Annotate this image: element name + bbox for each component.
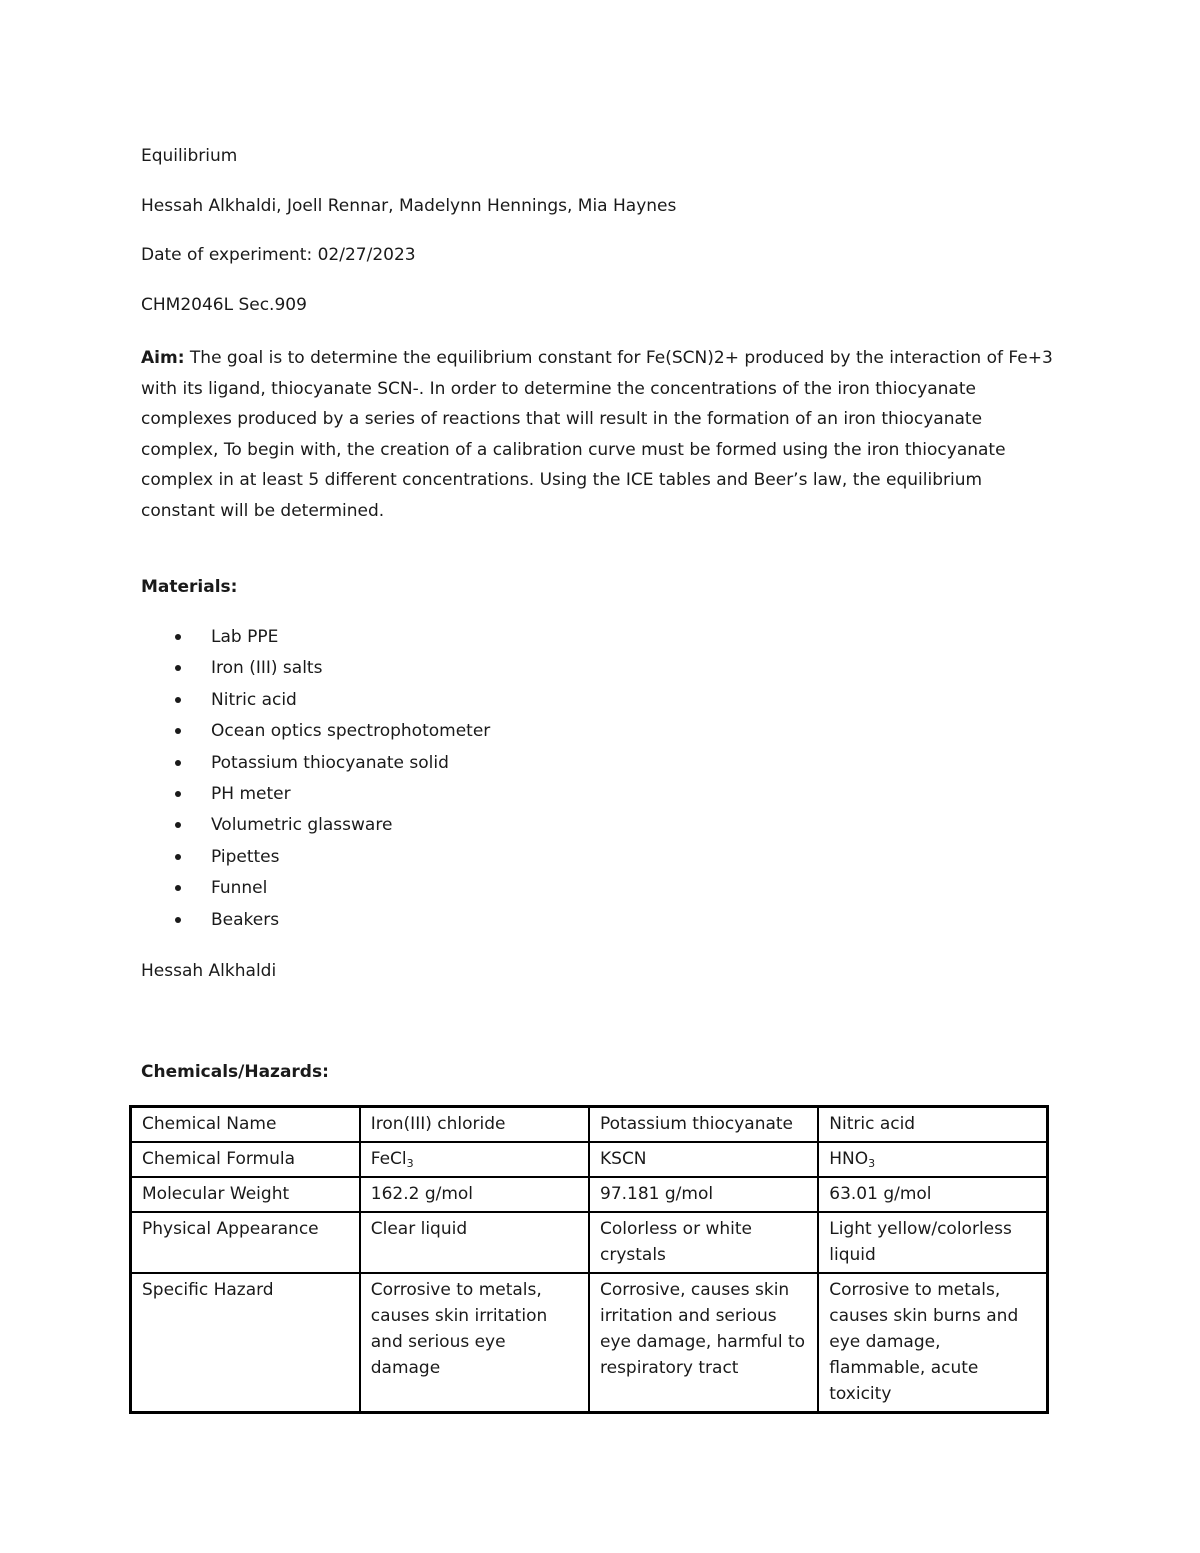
bullet-icon [175,854,181,860]
document-title: Equilibrium [141,146,238,166]
bullet-icon [175,728,181,734]
bullet-icon [175,634,181,640]
bullet-icon [175,665,181,671]
table-cell: $HNO_3$ [818,1142,1047,1177]
table-cell: Nitric acid [818,1107,1047,1143]
table-cell: Iron(III) chloride [360,1107,589,1143]
table-cell: Chemical Name [131,1107,360,1143]
list-item: Pipettes [141,846,490,877]
list-item: Nitric acid [141,689,490,720]
table-row [131,1177,1048,1212]
table-cell: 162.2 g/mol [360,1177,589,1212]
aim-text: The goal is to determine the equilibrium constant for Fe(SCN)2+ produced by the interaction of Fe+3 with its ligand, thiocyanate SCN-. In order to determine the concentrations of the iron thiocyanate complexes produced by a series of reactions that will result in the formation of an iron thiocyanate complex, To begin with, the creation of a calibration curve must be formed using the iron thiocyanate complex in at least 5 different concentrations. Using the ICE tables and Beer’s law, the equilibrium constant will be determined. [141,348,1053,521]
materials-list [141,626,490,940]
authors-line: Hessah Alkhaldi, Joell Rennar, Madelynn Hennings, Mia Haynes [141,196,677,216]
table-row [131,1107,1048,1143]
course-section: CHM2046L Sec.909 [141,295,307,315]
list-item: Beakers [141,909,490,940]
table-cell: Corrosive to metals, causes skin burns and eye damage, flammable, acute toxicity [818,1273,1047,1413]
table-cell: Clear liquid [360,1212,589,1273]
table-row [131,1273,1048,1413]
list-item: Volumetric glassware [141,814,490,845]
table-cell: 63.01 g/mol [818,1177,1047,1212]
table-cell: FeCl$_3$ [360,1142,589,1177]
bullet-icon [175,791,181,797]
bullet-icon [175,917,181,923]
table-cell: Potassium thiocyanate [589,1107,818,1143]
bullet-icon [175,697,181,703]
bullet-icon [175,885,181,891]
bullet-icon [175,822,181,828]
list-item: Funnel [141,877,490,908]
table-cell: Molecular Weight [131,1177,360,1212]
materials-heading: Materials: [141,577,238,597]
table-cell: Physical Appearance [131,1212,360,1273]
experiment-date: Date of experiment: 02/27/2023 [141,245,416,265]
table-row [131,1212,1048,1273]
table-cell: Light yellow/colorless liquid [818,1212,1047,1273]
aim-label: Aim: [141,348,185,368]
table-cell: Corrosive, causes skin irritation and serious eye damage, harmful to respiratory tract [589,1273,818,1413]
list-item: Lab PPE [141,626,490,657]
table-cell: Chemical Formula [131,1142,360,1177]
bullet-icon [175,760,181,766]
list-item: Iron (III) salts [141,657,490,688]
table-cell: KSCN [589,1142,818,1177]
materials-author: Hessah Alkhaldi [141,961,277,981]
hazards-table [129,1105,1049,1414]
table-cell: Specific Hazard [131,1273,360,1413]
table-cell: Colorless or white crystals [589,1212,818,1273]
hazards-heading: Chemicals/Hazards: [141,1062,329,1082]
table-row [131,1142,1048,1177]
list-item: Ocean optics spectrophotometer [141,720,490,751]
table-cell: 97.181 g/mol [589,1177,818,1212]
table-cell: Corrosive to metals, causes skin irritation and serious eye damage [360,1273,589,1413]
aim-paragraph [141,343,1061,526]
list-item: PH meter [141,783,490,814]
list-item: Potassium thiocyanate solid [141,752,490,783]
